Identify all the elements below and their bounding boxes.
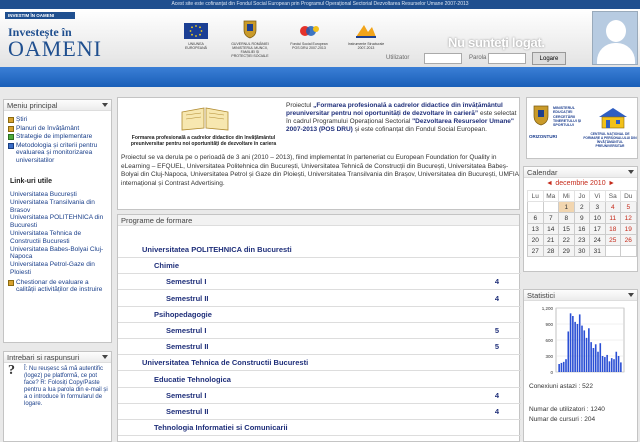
prev-month-button[interactable]: ◄ xyxy=(546,180,553,187)
avatar xyxy=(592,11,638,65)
program-row-label: Universitatea POLITEHNICA din Bucuresti xyxy=(142,245,292,254)
menu-item-label: Metodologia și criterii pentru evaluarea și monitorizarea universitatilor xyxy=(16,141,98,164)
intro-paragraph-1 xyxy=(286,102,519,134)
news-icon xyxy=(8,117,14,123)
link-upg[interactable]: Universitatea Petrol-Gaze din Ploiesti xyxy=(10,261,95,276)
username-label: Utilizator xyxy=(386,55,410,61)
users-count: Numar de utilizatori : 1240 xyxy=(529,406,605,413)
password-label: Parola xyxy=(469,55,487,61)
program-row-label: Educatie Tehnologica xyxy=(154,374,231,384)
calendar-day[interactable]: 31 xyxy=(590,246,606,257)
orizonturi-caption: ORIZONTURI xyxy=(529,134,557,139)
calendar-day[interactable]: 19 xyxy=(621,224,637,235)
login-area xyxy=(380,9,640,67)
logo-line1: Investește în xyxy=(8,25,72,39)
faq-title xyxy=(4,352,111,363)
menu-item-news[interactable] xyxy=(6,116,109,124)
login-status: Nu sunteți logat. xyxy=(448,35,545,50)
chart-bar xyxy=(586,338,588,372)
chart-bar xyxy=(588,328,590,372)
program-row-label: Universitatea Tehnica de Constructii Bucuresti xyxy=(142,358,309,368)
fse-logo-icon xyxy=(296,23,322,39)
calendar-grid xyxy=(527,190,637,257)
calendar-day[interactable]: 30 xyxy=(574,246,590,257)
chart-bar xyxy=(565,359,567,372)
intro-caption: Formarea profesională a cadrelor didactice din învățământul preuniversitar pentru noi oportunități de dezvoltare în cariera xyxy=(130,135,277,147)
chart-bar xyxy=(581,326,583,372)
program-row-label: Chimie xyxy=(154,261,180,271)
program-row-count: 4 xyxy=(494,293,499,303)
y-tick-label: 900 xyxy=(545,322,553,327)
question-mark-icon: ? xyxy=(8,363,15,378)
calendar-day[interactable]: 23 xyxy=(574,235,590,246)
calendar-day[interactable]: 22 xyxy=(559,235,575,246)
questionnaire-icon xyxy=(8,280,14,286)
training-programs-panel xyxy=(117,214,520,442)
chart-bar xyxy=(597,352,599,372)
weekday-label: Mi xyxy=(559,191,575,202)
semester-row[interactable] xyxy=(118,388,521,404)
calendar-day[interactable]: 15 xyxy=(559,224,575,235)
calendar-day[interactable]: 7 xyxy=(543,213,559,224)
semester-row[interactable] xyxy=(118,274,521,290)
statistics-title xyxy=(524,290,637,301)
logo-strip: INVESTIM ÎN OAMENI xyxy=(5,12,75,19)
open-book-icon xyxy=(178,106,232,132)
chart-bar xyxy=(590,342,592,372)
program-row-label: Semestrul I xyxy=(166,326,207,335)
partner-gov xyxy=(230,19,270,58)
collapse-caret-icon[interactable] xyxy=(102,355,108,359)
coat-of-arms-icon xyxy=(242,19,258,39)
calendar-day[interactable]: 17 xyxy=(590,224,606,235)
partner-caption: Fondul Social European POS DRU 2007-2013 xyxy=(290,42,328,50)
program-row-label: Psihopedagogie xyxy=(154,309,212,319)
school-building-icon xyxy=(597,106,629,130)
subject-row[interactable] xyxy=(118,372,521,388)
menu-item-label: Strategie de implementare xyxy=(16,133,93,140)
y-tick-label: 300 xyxy=(545,354,553,359)
calendar-nav xyxy=(524,178,637,189)
link-unitbv[interactable]: Universitatea Transilvania din Brasov xyxy=(10,198,95,214)
faq-panel xyxy=(3,351,112,442)
password-input[interactable] xyxy=(488,53,526,64)
semester-row[interactable] xyxy=(118,404,521,420)
training-programs-title: Programe de formare xyxy=(118,215,519,226)
calendar-day[interactable]: 3 xyxy=(590,202,606,213)
y-tick-label: 0 xyxy=(550,370,553,375)
weekday-label: Du xyxy=(621,191,637,202)
calendar-day[interactable]: 25 xyxy=(605,235,621,246)
chart-bar xyxy=(563,362,565,372)
project-title: „Formarea profesională a cadrelor didactice din învățământul preuniversitar pentru noi oportunități de dezvoltare în carieră” xyxy=(286,102,503,117)
calendar-day[interactable]: 14 xyxy=(543,224,559,235)
link-utcb[interactable]: Universitatea Tehnica de Constructii Bucuresti xyxy=(10,229,82,245)
chart-bar xyxy=(561,363,563,372)
menu-item-strategy[interactable] xyxy=(6,133,109,141)
calendar-day[interactable]: 13 xyxy=(528,224,544,235)
calendar-title xyxy=(524,167,637,178)
header xyxy=(0,9,640,67)
semester-row[interactable] xyxy=(118,291,521,307)
login-button[interactable]: Logare xyxy=(532,52,566,65)
calendar-day[interactable]: 6 xyxy=(528,213,544,224)
weekday-label: Vi xyxy=(590,191,606,202)
chart-bar xyxy=(604,357,606,372)
statistics-title-text: Statistici xyxy=(527,291,555,300)
partner-caption: GUVERNUL ROMÂNIEI MINISTERUL MUNCII, FAMILIEI ȘI PROTECȚIEI SOCIALE xyxy=(231,42,269,58)
subject-row[interactable] xyxy=(118,307,521,323)
intro-text-part: și este cofinanțat din Fondul Social European. xyxy=(352,126,487,133)
program-row-label: Semestrul II xyxy=(166,293,209,303)
calendar-panel xyxy=(523,166,638,272)
link-upb[interactable]: Universitatea POLITEHNICA din Bucuresti xyxy=(10,214,104,230)
subject-row[interactable] xyxy=(118,420,521,436)
top-banner: Acest site este cofinanțat din Fondul Social European prin Programul Operațional Sectorial Dezvoltarea Resurselor Umane 2007-2013 xyxy=(0,0,640,9)
logo-line2: OAMENI xyxy=(8,36,102,61)
chart-bar xyxy=(618,356,620,372)
chart-bar xyxy=(602,356,604,372)
program-row-label: Semestrul II xyxy=(166,342,209,352)
program-row-count: 5 xyxy=(494,342,499,352)
calendar-empty-cell xyxy=(528,202,544,213)
partner-caption: UNIUNEA EUROPEANĂ xyxy=(185,42,207,50)
calendar-day[interactable]: 12 xyxy=(621,213,637,224)
chart-bar xyxy=(574,322,576,372)
subject-row[interactable] xyxy=(118,258,521,274)
program-row-count: 4 xyxy=(494,407,499,416)
calendar-empty-cell xyxy=(543,202,559,213)
link-unibuc[interactable]: Universitatea București xyxy=(10,191,77,198)
calendar-days xyxy=(528,202,637,257)
weekday-label: Ma xyxy=(543,191,559,202)
weekday-label: Lu xyxy=(528,191,544,202)
calendar-empty-cell xyxy=(621,246,637,257)
calendar-day[interactable]: 8 xyxy=(559,213,575,224)
document-icon xyxy=(8,126,14,132)
chart-bar xyxy=(572,316,574,372)
next-month-button[interactable]: ► xyxy=(608,180,615,187)
calendar-day[interactable]: 11 xyxy=(605,213,621,224)
calendar-day[interactable]: 21 xyxy=(543,235,559,246)
methodology-icon xyxy=(8,143,14,149)
menu-item-methodology[interactable] xyxy=(6,142,109,165)
chart-bar xyxy=(611,358,613,372)
calendar-day[interactable]: 24 xyxy=(590,235,606,246)
main-menu-title-text: Meniu principal xyxy=(7,101,58,110)
menu-item-label: Planuri de învățământ xyxy=(16,124,80,132)
avatar-body xyxy=(597,43,635,65)
calendar-day[interactable]: 26 xyxy=(621,235,637,246)
program-row-count: 5 xyxy=(494,326,499,335)
calendar-title-text: Calendar xyxy=(527,168,558,177)
partner-caption: Instrumente Structurale 2007-2013 xyxy=(347,42,385,50)
strategy-icon xyxy=(8,134,14,140)
cnfp-caption: CENTRUL NAȚIONAL DE FORMARE A PERSONALULUI DIN ÎNVĂȚĂMÂNTUL PREUNIVERSITAR xyxy=(583,132,637,148)
chart-bar xyxy=(558,364,560,372)
calendar-day[interactable]: 9 xyxy=(574,213,590,224)
chart-bar xyxy=(599,343,601,372)
chart-bar xyxy=(620,362,622,372)
main-menu-title xyxy=(4,100,111,111)
chart-bar xyxy=(595,344,597,372)
chart-bar xyxy=(609,361,611,372)
eu-flag-icon xyxy=(184,23,208,39)
navigation-bar xyxy=(0,67,640,87)
weekday-label: Jo xyxy=(574,191,590,202)
main-menu-list xyxy=(4,111,111,294)
chart-bar xyxy=(570,313,572,372)
menu-item-label: Chestionar de evaluare a calității activităților de instruire xyxy=(16,278,103,294)
menu-item-plans[interactable] xyxy=(6,125,109,133)
semester-row[interactable] xyxy=(118,323,521,339)
calendar-empty-cell xyxy=(605,246,621,257)
chart-bar xyxy=(593,348,595,372)
calendar-day[interactable]: 28 xyxy=(543,246,559,257)
semester-row[interactable] xyxy=(118,339,521,355)
link-ubb[interactable]: Universitatea Babes-Bolyai Cluj-Napoca xyxy=(10,245,104,261)
intro-paragraph-2: Proiectul se va derula pe o perioadă de 3 ani (2010 – 2013), fiind implementat în parteneriat cu European Foundation for Quality in eLearning – EFQUEL, Universitatea Politehnica din București, Universitatea Tehnică de Construcții din București, Universitatea Babeș-Bolyai din Cluj-Napoca, Universitatea Petrol și Gaze din Ploiești, Universitatea Transilvania din Brașov, Universitatea din București, UMFIA internațional și Contrast Advertising. xyxy=(121,154,519,187)
university-row[interactable] xyxy=(118,355,521,371)
chart-bar xyxy=(567,331,569,372)
y-tick-label: 1,200 xyxy=(541,306,553,311)
faq-title-text: Intrebari si raspunsuri xyxy=(7,353,80,362)
intro-text-part: Proiectul xyxy=(286,102,314,109)
collapse-caret-icon[interactable] xyxy=(628,170,634,174)
ministry-crest-icon xyxy=(531,104,551,126)
intro-panel xyxy=(117,97,520,210)
program-row-count: 4 xyxy=(494,390,499,400)
courses-count: Numar de cursuri : 204 xyxy=(529,416,596,423)
faq-item xyxy=(4,363,111,408)
partners-panel xyxy=(526,97,638,159)
partner-eu xyxy=(178,23,214,50)
chart-bar xyxy=(606,355,608,372)
university-row[interactable] xyxy=(118,242,521,258)
calendar-day[interactable]: 29 xyxy=(559,246,575,257)
calendar-weekdays xyxy=(528,191,637,202)
chart-bar xyxy=(583,330,585,372)
connections-bar-chart xyxy=(524,302,637,378)
chart-bar xyxy=(613,359,615,372)
program-row-label: Semestrul II xyxy=(166,407,209,416)
program-title: "Dezvoltarea Resurselor Umane" 2007-2013 (POS DRU) xyxy=(286,118,514,133)
structural-instruments-icon xyxy=(354,23,378,39)
calendar-day[interactable]: 10 xyxy=(590,213,606,224)
program-row-count: 4 xyxy=(494,277,499,287)
collapse-caret-icon[interactable] xyxy=(628,293,634,297)
weekday-label: Sa xyxy=(605,191,621,202)
statistics-panel xyxy=(523,289,638,442)
calendar-day[interactable]: 18 xyxy=(605,224,621,235)
calendar-day[interactable]: 16 xyxy=(574,224,590,235)
links-title: Link-uri utile xyxy=(10,178,52,185)
chart-bar xyxy=(577,324,579,372)
chart-bar xyxy=(615,352,617,372)
intro-text-part: este selectat în cadrul Programului Operațional Sectorial xyxy=(286,110,517,125)
ministry-caption: MINISTERUL EDUCAȚIEI CERCETĂRII TINERETULUI ȘI SPORTULUI xyxy=(553,106,582,128)
menu-item-questionnaire[interactable] xyxy=(6,279,109,294)
program-row-label: Tehnologia Informatiei si Comunicarii xyxy=(154,423,288,433)
calendar-day[interactable]: 5 xyxy=(621,202,637,213)
username-input[interactable] xyxy=(424,53,462,64)
program-row-label: Semestrul I xyxy=(166,390,207,400)
program-row-label: Semestrul I xyxy=(166,277,207,287)
collapse-caret-icon[interactable] xyxy=(102,103,108,107)
connections-today: Conexiuni astazi : 522 xyxy=(529,383,593,390)
calendar-month: decembrie 2010 xyxy=(555,180,606,187)
faq-text: Î: Nu reușesc să mă autentific (logez) pe platformă, ce pot face? R: Folosiți Copy/Paste pentru a lua parola din e-mail și a o introduce în formularul de logare. xyxy=(24,366,108,407)
y-tick-label: 600 xyxy=(545,338,553,343)
menu-item-label: Știri xyxy=(16,116,28,123)
logo[interactable] xyxy=(4,12,102,64)
calendar-day[interactable]: 2 xyxy=(574,202,590,213)
partner-fse xyxy=(288,23,330,50)
calendar-day[interactable]: 27 xyxy=(528,246,544,257)
calendar-day[interactable]: 4 xyxy=(605,202,621,213)
calendar-day[interactable]: 20 xyxy=(528,235,544,246)
calendar-day[interactable]: 1 xyxy=(559,202,575,213)
main-menu-panel xyxy=(3,99,112,343)
avatar-head xyxy=(606,20,626,42)
chart-bar xyxy=(579,314,581,372)
